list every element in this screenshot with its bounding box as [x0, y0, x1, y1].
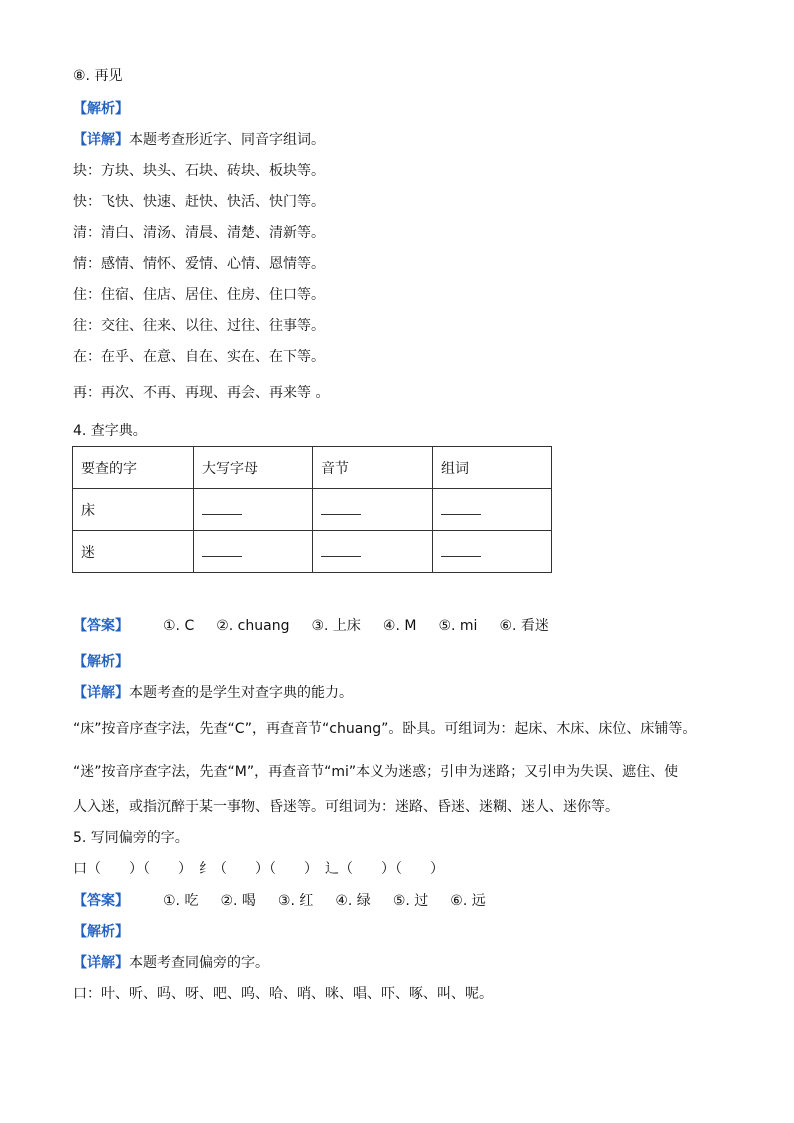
answer-blank [202, 500, 242, 515]
answer-blank [321, 500, 361, 515]
answer-item: ⑥. 远 [450, 893, 486, 909]
q4-title: 4. 查字典。 [73, 423, 147, 439]
word-line: 住：住宿、住店、居住、住房、住口等。 [73, 287, 325, 303]
answer-item: ⑥. 看迷 [499, 618, 549, 634]
answer-item: ①. 吃 [163, 893, 199, 909]
word-line: 情：感情、情怀、爱情、心情、恩情等。 [73, 256, 325, 272]
word-line: 再：再次、不再、再现、再会、再来等 。 [73, 385, 330, 401]
detail-line [73, 683, 353, 703]
detail-line [73, 130, 325, 150]
answer-item: ⑤. mi [438, 618, 478, 634]
row-char: 床 [73, 489, 194, 531]
blank-cell [433, 531, 552, 573]
blank-cell [194, 531, 313, 573]
header-cell: 要查的字 [73, 447, 194, 489]
blank-cell [313, 531, 433, 573]
q5-radicals-line: 口（ ）（ ） 纟（ ）（ ） 辶（ ）（ ） [73, 861, 444, 877]
detail-text: 本题考查形近字、同音字组词。 [129, 132, 325, 148]
answer-item: ③. 红 [277, 893, 314, 909]
word-line: 快：飞快、快速、赶快、快活、快门等。 [73, 194, 325, 210]
detail-text: 本题考查同偏旁的字。 [129, 955, 269, 971]
answer-tag: 【答案】 [73, 618, 129, 634]
answer-item: ④. M [382, 618, 417, 634]
item-8: ⑧. 再见 [73, 68, 123, 84]
answer-blank [321, 542, 361, 557]
q5-answer-row [73, 891, 508, 911]
header-cell: 音节 [313, 447, 433, 489]
row-char: 迷 [73, 531, 194, 573]
blank-cell [194, 489, 313, 531]
header-cell: 组词 [433, 447, 552, 489]
analysis-tag: 【解析】 [73, 101, 129, 117]
answer-blank [441, 542, 481, 557]
word-line: 在：在乎、在意、自在、实在、在下等。 [73, 349, 325, 365]
answer-item: ①. C [163, 618, 195, 634]
answer-tag: 【答案】 [73, 893, 129, 909]
answer-item: ②. 喝 [220, 893, 256, 909]
q5-title: 5. 写同偏旁的字。 [73, 830, 189, 846]
analysis-tag: 【解析】 [73, 924, 129, 940]
dictionary-table [72, 446, 552, 573]
word-line: 块：方块、块头、石块、砖块、板块等。 [73, 163, 325, 179]
detail-text: 本题考查的是学生对查字典的能力。 [129, 685, 353, 701]
answer-item: ⑤. 过 [392, 893, 429, 909]
word-line: 清：清白、清汤、清晨、清楚、清新等。 [73, 225, 325, 241]
analysis-paragraph: “迷”按音序查字法，先查“M”，再查音节“mi”本义为迷惑；引申为迷路；又引申为失误、遮住、使 [73, 764, 679, 780]
analysis-tag: 【解析】 [73, 654, 129, 670]
answer-item: ④. 绿 [335, 893, 371, 909]
detail-tag: 【详解】 [73, 955, 129, 971]
detail-tag: 【详解】 [73, 132, 129, 148]
blank-cell [313, 489, 433, 531]
header-cell: 大写字母 [194, 447, 313, 489]
mouth-radical-line: 口：叶、听、吗、呀、吧、呜、哈、哨、咪、唱、吓、啄、叫、呢。 [73, 986, 493, 1002]
blank-cell [433, 489, 552, 531]
q4-answer-row [73, 616, 571, 636]
answer-blank [202, 542, 242, 557]
answer-blank [441, 500, 481, 515]
word-line: 往：交往、往来、以往、过往、往事等。 [73, 318, 325, 334]
table-header-row [73, 447, 552, 489]
detail-line [73, 953, 269, 973]
table-row [73, 531, 552, 573]
answer-item: ②. chuang [216, 618, 290, 634]
answer-item: ③. 上床 [311, 618, 361, 634]
analysis-paragraph: “床”按音序查字法，先查“C”，再查音节“chuang”。卧具。可组词为：起床、木床、床位、床铺等。 [73, 721, 697, 737]
detail-tag: 【详解】 [73, 685, 129, 701]
analysis-paragraph: 人入迷，或指沉醉于某一事物、昏迷等。可组词为：迷路、昏迷、迷糊、迷人、迷你等。 [73, 799, 619, 815]
table-row [73, 489, 552, 531]
